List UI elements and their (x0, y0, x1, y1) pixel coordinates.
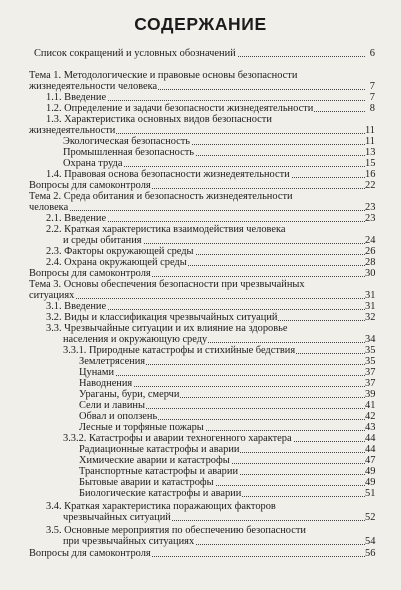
toc-entry: Биологические катастрофы и аварии 51 (79, 488, 376, 499)
toc-entry: при чрезвычайных ситуациях 54 (63, 536, 376, 547)
toc-entry: 3.3.1. Природные катастрофы и стихийные бедствия 35 (63, 345, 376, 356)
page-number: 6 (365, 48, 375, 59)
toc-entry: человека 23 (29, 202, 376, 213)
toc-entry: Промышленная безопасность 13 (63, 147, 376, 158)
toc-entry-heading: 3.4. Краткая характеристика поражающих факторов (46, 501, 276, 512)
topic-prefix: Тема 1. (29, 70, 62, 81)
toc-entry: Ураганы, бури, смерчи 39 (79, 389, 376, 400)
dot-leader (29, 297, 365, 299)
page-number: 39 (365, 389, 376, 400)
topic-prefix: Тема 2. (29, 191, 62, 202)
page-number: 26 (365, 246, 376, 257)
page-number: 11 (365, 136, 376, 147)
page-number: 22 (365, 180, 376, 191)
dot-leader (29, 209, 365, 211)
page-number: 44 (365, 433, 376, 444)
page-number: 42 (365, 411, 376, 422)
toc-entry: Радиационные катастрофы и аварии 44 (79, 444, 376, 455)
toc-entry: ситуациях 31 (29, 290, 376, 301)
page-number: 23 (365, 202, 376, 213)
page-number: 49 (365, 466, 376, 477)
page-number: 16 (365, 169, 376, 180)
toc-entry-heading: Тема 2. Среда обитания и безопасность жизнедеятельности (29, 191, 293, 202)
page-number: 49 (365, 477, 376, 488)
page-number: 35 (365, 345, 376, 356)
page-number: 23 (365, 213, 376, 224)
toc-entry-heading: Тема 1. Методологические и правовые основы безопасности (29, 70, 298, 81)
toc-entry: 2.4. Охрана окружающей среды 28 (46, 257, 376, 268)
toc-entry: 1.2. Определение и задачи безопасности жизнедеятельности 8 (46, 103, 375, 114)
toc-entry-heading: 3.5. Основные мероприятия по обеспечению безопасности (46, 525, 306, 536)
page-number: 44 (365, 444, 376, 455)
page-number: 52 (365, 512, 376, 523)
page-number: 8 (365, 103, 375, 114)
page-number: 31 (365, 290, 376, 301)
toc-entry: и среды обитания 24 (63, 235, 376, 246)
toc-entry: жизнедеятельности 11 (29, 125, 376, 136)
toc-entry: 3.3.2. Катастрофы и аварии техногенного характера 44 (63, 433, 376, 444)
toc-entry-heading: 2.2. Краткая характеристика взаимодействия человека (46, 224, 286, 235)
toc-entry: Транспортные катастрофы и аварии 49 (79, 466, 376, 477)
toc-entry: Список сокращений и условных обозначений 6 (34, 48, 375, 59)
toc-entry: 1.4. Правовая основа безопасности жизнедеятельности 16 (46, 169, 376, 180)
toc-entry: Охрана труда 15 (63, 158, 376, 169)
page-number: 34 (365, 334, 376, 345)
toc-entry-heading: 1.3. Характеристика основных видов безопасности (46, 114, 272, 125)
page-number: 56 (365, 548, 376, 559)
page-number: 47 (365, 455, 376, 466)
toc-entry: 3.1. Введение 31 (46, 301, 376, 312)
page-number: 7 (365, 81, 375, 92)
toc-entry: 2.3. Факторы окружающей среды 26 (46, 246, 376, 257)
toc-entry: 3.2. Виды и классификация чрезвычайных ситуаций 32 (46, 312, 376, 323)
page-number: 35 (365, 356, 376, 367)
toc-entry-heading: 3.3. Чрезвычайные ситуации и их влияние на здоровье (46, 323, 288, 334)
page-number: 54 (365, 536, 376, 547)
toc-entry: населения и окружающую среду 34 (63, 334, 376, 345)
toc-entry: Землетрясения 35 (79, 356, 376, 367)
page-number: 11 (365, 125, 376, 136)
page-number: 37 (365, 367, 376, 378)
page-number: 13 (365, 147, 376, 158)
toc-entry: Вопросы для самоконтроля 30 (29, 268, 376, 279)
page-number: 30 (365, 268, 376, 279)
toc-entry: 1.1. Введение 7 (46, 92, 375, 103)
page-number: 51 (365, 488, 376, 499)
page-title: СОДЕРЖАНИЕ (134, 14, 267, 34)
page-number: 37 (365, 378, 376, 389)
toc-entry: Экологическая безопасность 11 (63, 136, 376, 147)
toc-entry: Лесные и торфяные пожары 43 (79, 422, 376, 433)
page-number: 24 (365, 235, 376, 246)
page-number: 28 (365, 257, 376, 268)
toc-entry: Сели и лавины 41 (79, 400, 376, 411)
toc-entry: Вопросы для самоконтроля 56 (29, 548, 376, 559)
toc-entry-heading: Тема 3. Основы обеспечения безопасности при чрезвычайных (29, 279, 305, 290)
toc-entry: жизнедеятельности человека 7 (29, 81, 375, 92)
toc-entry: чрезвычайных ситуаций 52 (63, 512, 376, 523)
page-number: 41 (365, 400, 376, 411)
toc-entry: Бытовые аварии и катастрофы 49 (79, 477, 376, 488)
page-number: 43 (365, 422, 376, 433)
page-number: 31 (365, 301, 376, 312)
page-number: 32 (365, 312, 376, 323)
toc-entry: 2.1. Введение 23 (46, 213, 376, 224)
page-number: 7 (365, 92, 375, 103)
toc-entry: Химические аварии и катастрофы 47 (79, 455, 376, 466)
dot-leader (79, 374, 365, 376)
toc-entry: Цунами 37 (79, 367, 376, 378)
toc-entry: Вопросы для самоконтроля 22 (29, 180, 376, 191)
page-number: 15 (365, 158, 376, 169)
toc-entry: Обвал и оползень 42 (79, 411, 376, 422)
topic-prefix: Тема 3. (29, 279, 62, 290)
toc-entry: Наводнения 37 (79, 378, 376, 389)
